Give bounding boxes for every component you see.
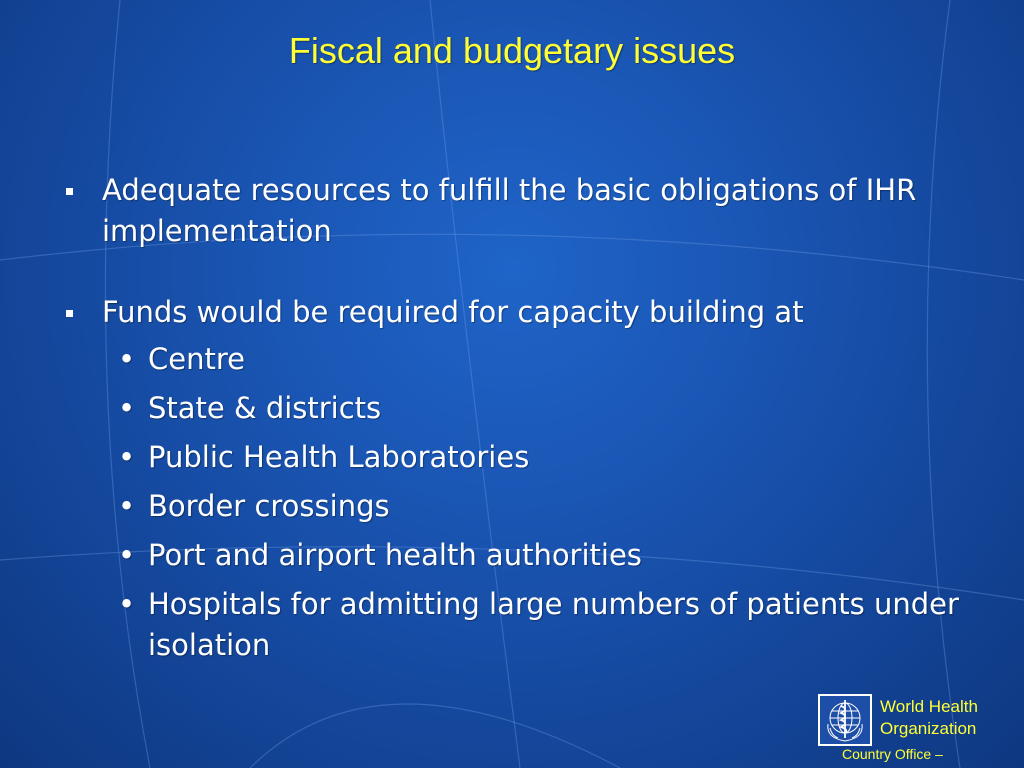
bullet-text: Adequate resources to fulfill the basic obligations of IHR implementation [102,173,917,248]
sub-bullet-item [60,388,970,429]
sub-bullet-item [60,535,970,576]
who-emblem-icon [818,694,872,746]
dot-bullet-icon: • [118,391,136,425]
bullet-item [60,292,970,333]
square-bullet-icon [66,188,73,195]
slide-title: Fiscal and budgetary issues [288,30,736,71]
square-bullet-icon [66,310,73,317]
who-logo [818,694,1018,768]
dot-bullet-icon: • [118,342,136,376]
bullet-item [60,170,970,252]
sub-bullet-text: Public Health Laboratories [148,440,530,474]
who-org-name [880,696,978,740]
sub-bullet-text: Border crossings [148,489,390,523]
sub-bullet-item [60,486,970,527]
bullet-text: Funds would be required for capacity building at [102,295,804,329]
sub-bullet-text: Hospitals for admitting large numbers of patients under isolation [148,587,959,662]
dot-bullet-icon: • [118,440,136,474]
sub-bullet-text: State & districts [148,391,382,425]
sub-bullet-item [60,339,970,380]
who-org-line2: Organization [880,719,977,738]
sub-bullet-text: Centre [148,342,245,376]
sub-bullet-list [60,339,970,666]
sub-bullet-item [60,584,970,666]
dot-bullet-icon: • [118,538,136,572]
slide-body [60,170,970,674]
who-org-line1: World Health [880,697,978,716]
country-office-label: Country Office – [842,746,943,762]
sub-bullet-item [60,437,970,478]
dot-bullet-icon: • [118,489,136,523]
dot-bullet-icon: • [118,587,136,621]
sub-bullet-text: Port and airport health authorities [148,538,642,572]
